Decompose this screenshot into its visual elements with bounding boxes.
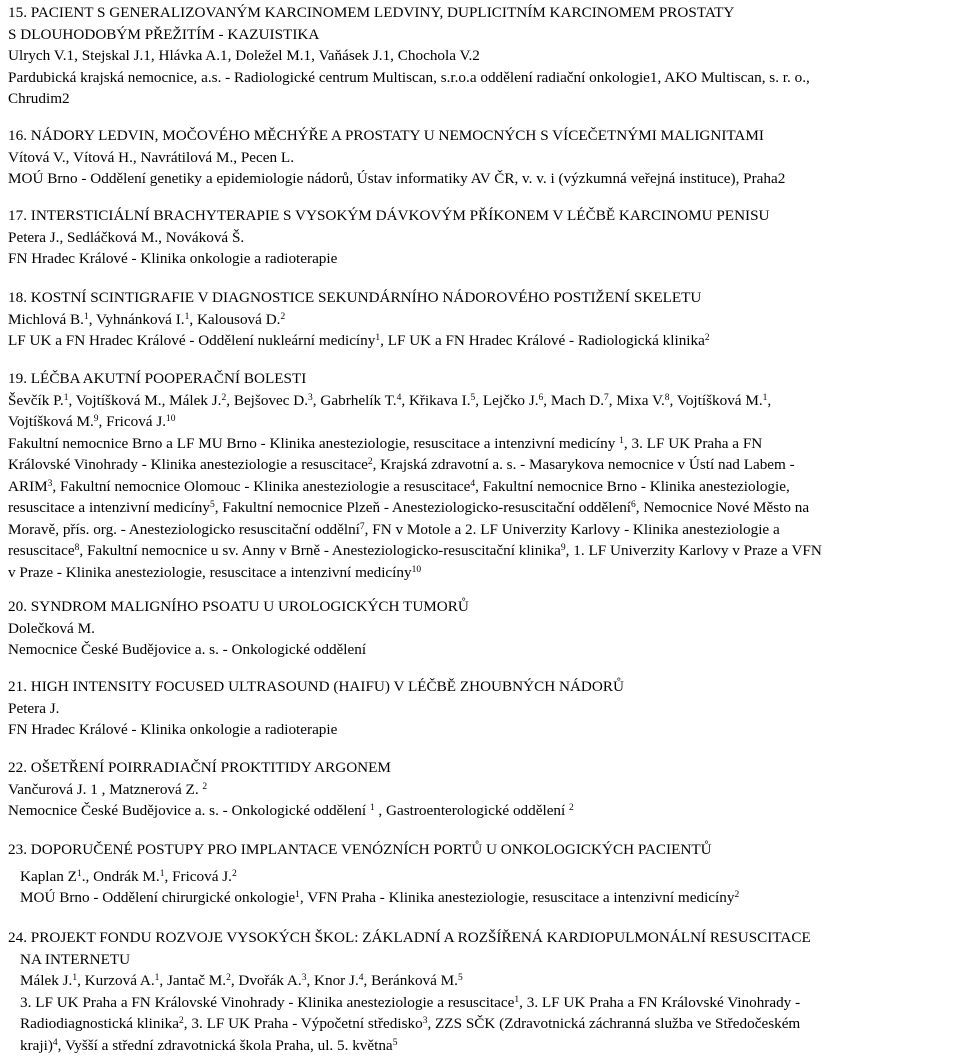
entry-title-line: 16. NÁDORY LEDVIN, MOČOVÉHO MĚCHÝŘE A PROSTATY U NEMOCNÝCH S VÍCEČETNÝMI MALIGNITAMI bbox=[8, 125, 958, 147]
entry-title-line: 22. OŠETŘENÍ POIRRADIAČNÍ PROKTITIDY ARGONEM bbox=[8, 757, 958, 779]
entry-title-line: 19. LÉČBA AKUTNÍ POOPERAČNÍ BOLESTI bbox=[8, 368, 958, 390]
entry-affiliation: v Praze - Klinika anesteziologie, resuscitace a intenzivní medicíny$^{10}$ bbox=[8, 562, 958, 584]
entry-title-line: NA INTERNETU bbox=[8, 949, 958, 971]
entry-authors: Vančurová J. 1 , Matznerová Z. $^2$ bbox=[8, 779, 958, 801]
entry-authors: Málek J.$^1$, Kurzová A.$^1$, Jantač M.$^2$, Dvořák A.$^3$, Knor J.$^4$, Beránková M.$^5$ bbox=[8, 970, 958, 992]
entry-title-line: 15. PACIENT S GENERALIZOVANÝM KARCINOMEM LEDVINY, DUPLICITNÍM KARCINOMEM PROSTATY bbox=[8, 2, 958, 24]
entry-title-line: 20. SYNDROM MALIGNÍHO PSOATU U UROLOGICKÝCH TUMORŮ bbox=[8, 596, 958, 618]
abstract-entry-21 bbox=[8, 676, 958, 741]
entry-authors: Ulrych V.1, Stejskal J.1, Hlávka A.1, Doležel M.1, Vaňásek J.1, Chochola V.2 bbox=[8, 45, 958, 67]
entry-affiliation: Pardubická krajská nemocnice, a.s. - Radiologické centrum Multiscan, s.r.o.a oddělení radiační onkologie1, AKO Multiscan, s. r. o., bbox=[8, 67, 958, 89]
entry-title-line: 24. PROJEKT FONDU ROZVOJE VYSOKÝCH ŠKOL: ZÁKLADNÍ A ROZŠÍŘENÁ KARDIOPULMONÁLNÍ RESUSCITACE bbox=[8, 927, 958, 949]
entry-affiliation: Královské Vinohrady - Klinika anesteziologie a resuscitace$^2$, Krajská zdravotní a. s. - Masarykova nemocnice v Ústí nad Labem - bbox=[8, 454, 958, 476]
abstract-entry-22 bbox=[8, 757, 958, 822]
entry-authors: Vojtíšková M.$^9$, Fricová J.$^{10}$ bbox=[8, 411, 958, 433]
entry-affiliation: Chrudim2 bbox=[8, 88, 958, 110]
entry-authors: Petera J. bbox=[8, 698, 958, 720]
entry-authors: Kaplan $Z^1$., Ondrák M.$^1$, Fricová J.$^2$ bbox=[8, 866, 958, 888]
abstract-entry-17 bbox=[8, 205, 958, 270]
entry-affiliation: FN Hradec Králové - Klinika onkologie a radioterapie bbox=[8, 248, 958, 270]
entry-affiliation: Moravě, přís. org. - Anesteziologicko resuscitační oddělní$^7$, FN v Motole a 2. LF Univerzity Karlovy - Klinika anesteziologie a bbox=[8, 519, 958, 541]
abstract-entry-19 bbox=[8, 368, 958, 583]
abstract-entry-18 bbox=[8, 287, 958, 352]
entry-affiliation: MOÚ Brno - Oddělení genetiky a epidemiologie nádorů, Ústav informatiky AV ČR, v. v. i (výzkumná veřejná instituce), Praha2 bbox=[8, 168, 958, 190]
entry-affiliation: resuscitace a intenzivní medicíny$^5$, Fakultní nemocnice Plzeň - Anesteziologicko-resuscitační oddělení$^6$, Nemocnice Nové Město na bbox=[8, 497, 958, 519]
entry-affiliation: MOÚ Brno - Oddělení chirurgické onkologie$^1$, VFN Praha - Klinika anesteziologie, resuscitace a intenzivní medicíny$^2$ bbox=[8, 887, 958, 909]
entry-affiliation: LF UK a FN Hradec Králové - Oddělení nukleární medicíny$^1$, LF UK a FN Hradec Králové - Radiologická klinika$^2$ bbox=[8, 330, 958, 352]
entry-affiliation: FN Hradec Králové - Klinika onkologie a radioterapie bbox=[8, 719, 958, 741]
entry-authors: Michlová B.$^1$, Vyhnánková I.$^1$, Kalousová D.$^2$ bbox=[8, 309, 958, 331]
entry-affiliation: 3. LF UK Praha a FN Královské Vinohrady - Klinika anesteziologie a resuscitace$^1$, 3. LF UK Praha a FN Královské Vinohrady - bbox=[8, 992, 958, 1014]
abstract-entry-15 bbox=[8, 2, 958, 110]
entry-title-line: 21. HIGH INTENSITY FOCUSED ULTRASOUND (HAIFU) V LÉČBĚ ZHOUBNÝCH NÁDORŮ bbox=[8, 676, 958, 698]
entry-authors: Ševčík P.$^1$, Vojtíšková M., Málek J.$^2$, Bejšovec D.$^3$, Gabrhelík T.$^4$, Křikava I.$^5$, Lejčko J.$^6$, Mach D.$^7$, Mixa V.$^8$, Vojtíšková M.$^1$, bbox=[8, 390, 958, 412]
entry-affiliation: Radiodiagnostická klinika$^2$, 3. LF UK Praha - Výpočetní středisko$^3$, ZZS SČK (Zdravotnická záchranná služba ve Středočeském bbox=[8, 1013, 958, 1035]
entry-affiliation: Nemocnice České Budějovice a. s. - Onkologické oddělení $^1$ , Gastroenterologické oddělení $^2$ bbox=[8, 800, 958, 822]
abstract-entry-16 bbox=[8, 125, 958, 190]
entry-title-line: 23. DOPORUČENÉ POSTUPY PRO IMPLANTACE VENÓZNÍCH PORTŮ U ONKOLOGICKÝCH PACIENTŮ bbox=[8, 839, 958, 861]
entry-affiliation: kraji)$^4$, Vyšší a střední zdravotnická škola Praha, ul. 5. května$^5$ bbox=[8, 1035, 958, 1056]
entry-title-line: S DLOUHODOBÝM PŘEŽITÍM - KAZUISTIKA bbox=[8, 24, 958, 46]
entry-affiliation: Nemocnice České Budějovice a. s. - Onkologické oddělení bbox=[8, 639, 958, 661]
entry-authors: Petera J., Sedláčková M., Nováková Š. bbox=[8, 227, 958, 249]
entry-title-line: 18. KOSTNÍ SCINTIGRAFIE V DIAGNOSTICE SEKUNDÁRNÍHO NÁDOROVÉHO POSTIŽENÍ SKELETU bbox=[8, 287, 958, 309]
entry-affiliation: ARIM$^3$, Fakultní nemocnice Olomouc - Klinika anesteziologie a resuscitace$^4$, Fakultní nemocnice Brno - Klinika anesteziologie, bbox=[8, 476, 958, 498]
entry-authors: Vítová V., Vítová H., Navrátilová M., Pecen L. bbox=[8, 147, 958, 169]
entry-title-line: 17. INTERSTICIÁLNÍ BRACHYTERAPIE S VYSOKÝM DÁVKOVÝM PŘÍKONEM V LÉČBĚ KARCINOMU PENISU bbox=[8, 205, 958, 227]
entry-affiliation: Fakultní nemocnice Brno a LF MU Brno - Klinika anesteziologie, resuscitace a intenzivní medicíny $^1$, 3. LF UK Praha a FN bbox=[8, 433, 958, 455]
abstract-entry-20 bbox=[8, 596, 958, 661]
entry-affiliation: resuscitace$^8$, Fakultní nemocnice u sv. Anny v Brně - Anesteziologicko-resuscitační klinika$^9$, 1. LF Univerzity Karlovy v Praze a VFN bbox=[8, 540, 958, 562]
entry-authors: Dolečková M. bbox=[8, 618, 958, 640]
abstract-entry-23 bbox=[8, 839, 958, 909]
abstract-entry-24 bbox=[8, 927, 958, 1056]
